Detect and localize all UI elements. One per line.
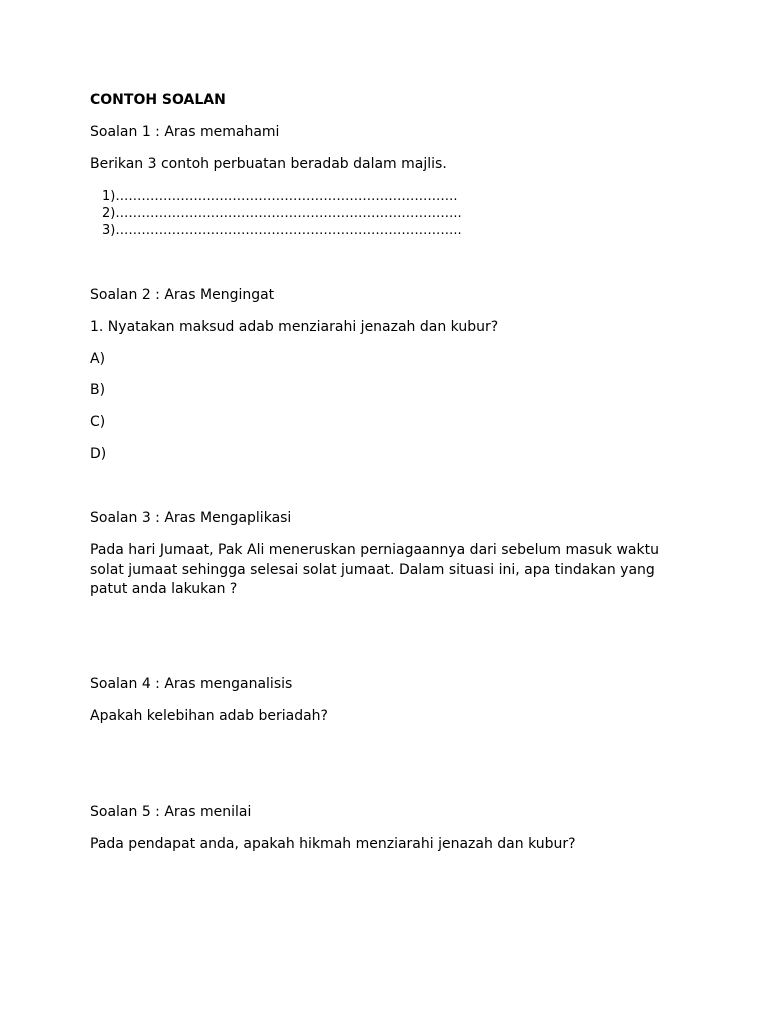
q1-prompt: Berikan 3 contoh perbuatan beradab dalam majlis.: [90, 156, 447, 172]
q3-line-3: patut anda lakukan ?: [90, 581, 238, 597]
q2-option-a: A): [90, 351, 106, 367]
q4-heading: Soalan 4 : Aras menganalisis: [90, 676, 293, 692]
q2-option-c: C): [90, 414, 106, 430]
q2-option-b: B): [90, 382, 106, 398]
q1-answer-line-2: 2)……………………………………………………………………..: [102, 206, 462, 221]
q3-line-2: solat jumaat sehingga selesai solat jumaat. Dalam situasi ini, apa tindakan yang: [90, 561, 655, 578]
q3-paragraph: [90, 541, 670, 600]
document-title: CONTOH SOALAN: [90, 92, 226, 108]
q2-heading: Soalan 2 : Aras Mengingat: [90, 287, 275, 303]
q1-heading: Soalan 1 : Aras memahami: [90, 124, 280, 140]
q2-prompt: 1. Nyatakan maksud adab menziarahi jenazah dan kubur?: [90, 319, 499, 335]
q5-heading: Soalan 5 : Aras menilai: [90, 804, 252, 820]
q1-answer-line-1: 1)…………………………………………………………………….: [102, 189, 458, 204]
q2-option-d: D): [90, 446, 107, 462]
q1-answer-line-3: 3)……………………………………………………………………..: [102, 223, 462, 238]
q4-prompt: Apakah kelebihan adab beriadah?: [90, 708, 328, 724]
q3-heading: Soalan 3 : Aras Mengaplikasi: [90, 510, 292, 526]
q5-prompt: Pada pendapat anda, apakah hikmah menziarahi jenazah dan kubur?: [90, 836, 576, 852]
q3-line-1: Pada hari Jumaat, Pak Ali meneruskan perniagaannya dari sebelum masuk waktu: [90, 542, 659, 558]
